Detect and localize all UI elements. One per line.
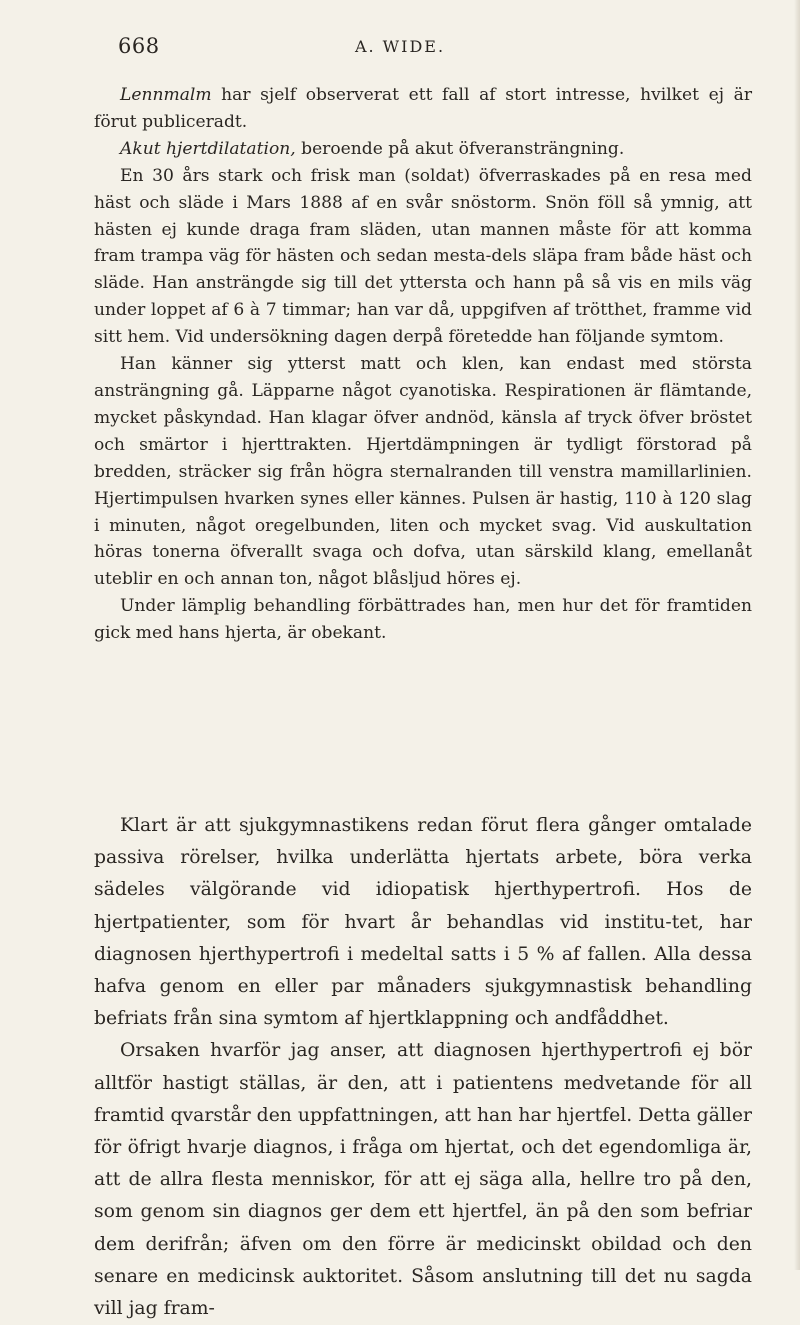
body-paragraph-2: Orsaken hvarför jag anser, att diagnosen hjerthypertrofi ej bör alltför hastigt ställas, är den, att i patientens medvetande för all framtid qvarstår den uppfattningen, att han har hjertfel. Detta gäller för öfrigt hvarje diagnos, i fråga om hjertat, och det egendomliga är, att de allra flesta menniskor, för att ej säga alla, hellre tro på den, som genom sin diagnos ger dem ett hjertfel, än på den som befriar dem derifrån; äfven om den förre är medicinskt obildad och den senare en medicinsk auktoritet. Såsom anslutning till det nu sagda vill jag fram-	[94, 1040, 752, 1320]
case-intro	[94, 82, 752, 136]
author-name: Lennmalm	[120, 85, 212, 105]
case-paragraph-3: Under lämplig behandling förbättrades han, men hur det för framtiden gick med hans hjerta, är obekant.	[94, 596, 752, 644]
case-report	[94, 82, 752, 647]
page-edge	[794, 0, 800, 1270]
body-paragraph-1: Klart är att sjukgymnastikens redan förut flera gånger omtalade passiva rörelser, hvilka underlätta hjertats arbete, böra verka sädeles välgörande vid idiopatisk hjerthypertrofi. Hos de hjertpatienter, som för hvart år behandlas vid institu-tet, har diagnosen hjerthypertrofi i medeltal satts i 5 % af fallen. Alla dessa hafva genom en eller par månaders sjukgymnastisk behandling befriats från sina symtom af hjertklappning och andfåddhet.	[94, 815, 752, 1030]
case-intro-text: har sjelf observerat ett fall af stort intresse, hvilket ej är förut publiceradt.	[94, 85, 752, 132]
case-heading-text: beroende på akut öfveransträngning.	[295, 138, 625, 159]
page-number: 668	[118, 34, 160, 58]
running-head: A. WIDE.	[354, 37, 446, 56]
main-text	[94, 810, 752, 1325]
case-heading	[94, 136, 752, 163]
case-heading-italic: Akut hjertdilatation,	[120, 138, 296, 159]
page-header	[118, 34, 682, 58]
case-paragraph-1: En 30 års stark och frisk man (soldat) öfverraskades på en resa med häst och släde i Mars 1888 af en svår snöstorm. Snön föll så ymnig, att hästen ej kunde draga fram släden, utan mannen måste för att komma fram trampa väg för hästen och sedan mesta-dels släpa fram både häst och släde. Han ansträngde sig till det yttersta och hann på så vis en mils väg under loppet af 6 à 7 timmar; han var då, uppgifven af trötthet, framme vid sitt hem. Vid undersökning dagen derpå företedde han följande symtom.	[94, 165, 752, 348]
case-paragraph-2: Han känner sig ytterst matt och klen, kan endast med största ansträngning gå. Läpparne något cyanotiska. Respirationen är flämtande, mycket påskyndad. Han klagar öfver andnöd, känsla af tryck öfver bröstet och smärtor i hjerttrakten. Hjertdämpningen är tydligt förstorad på bredden, sträcker sig från högra sternalranden till venstra mamillarlinien. Hjertimpulsen hvarken synes eller kännes. Pulsen är hastig, 110 à 120 slag i minuten, något oregelbunden, liten och mycket svag. Vid auskultation höras tonerna öfverallt svaga och dofva, utan särskild klang, emellanåt uteblir en och annan ton, något blåsljud höres ej.	[94, 354, 752, 590]
